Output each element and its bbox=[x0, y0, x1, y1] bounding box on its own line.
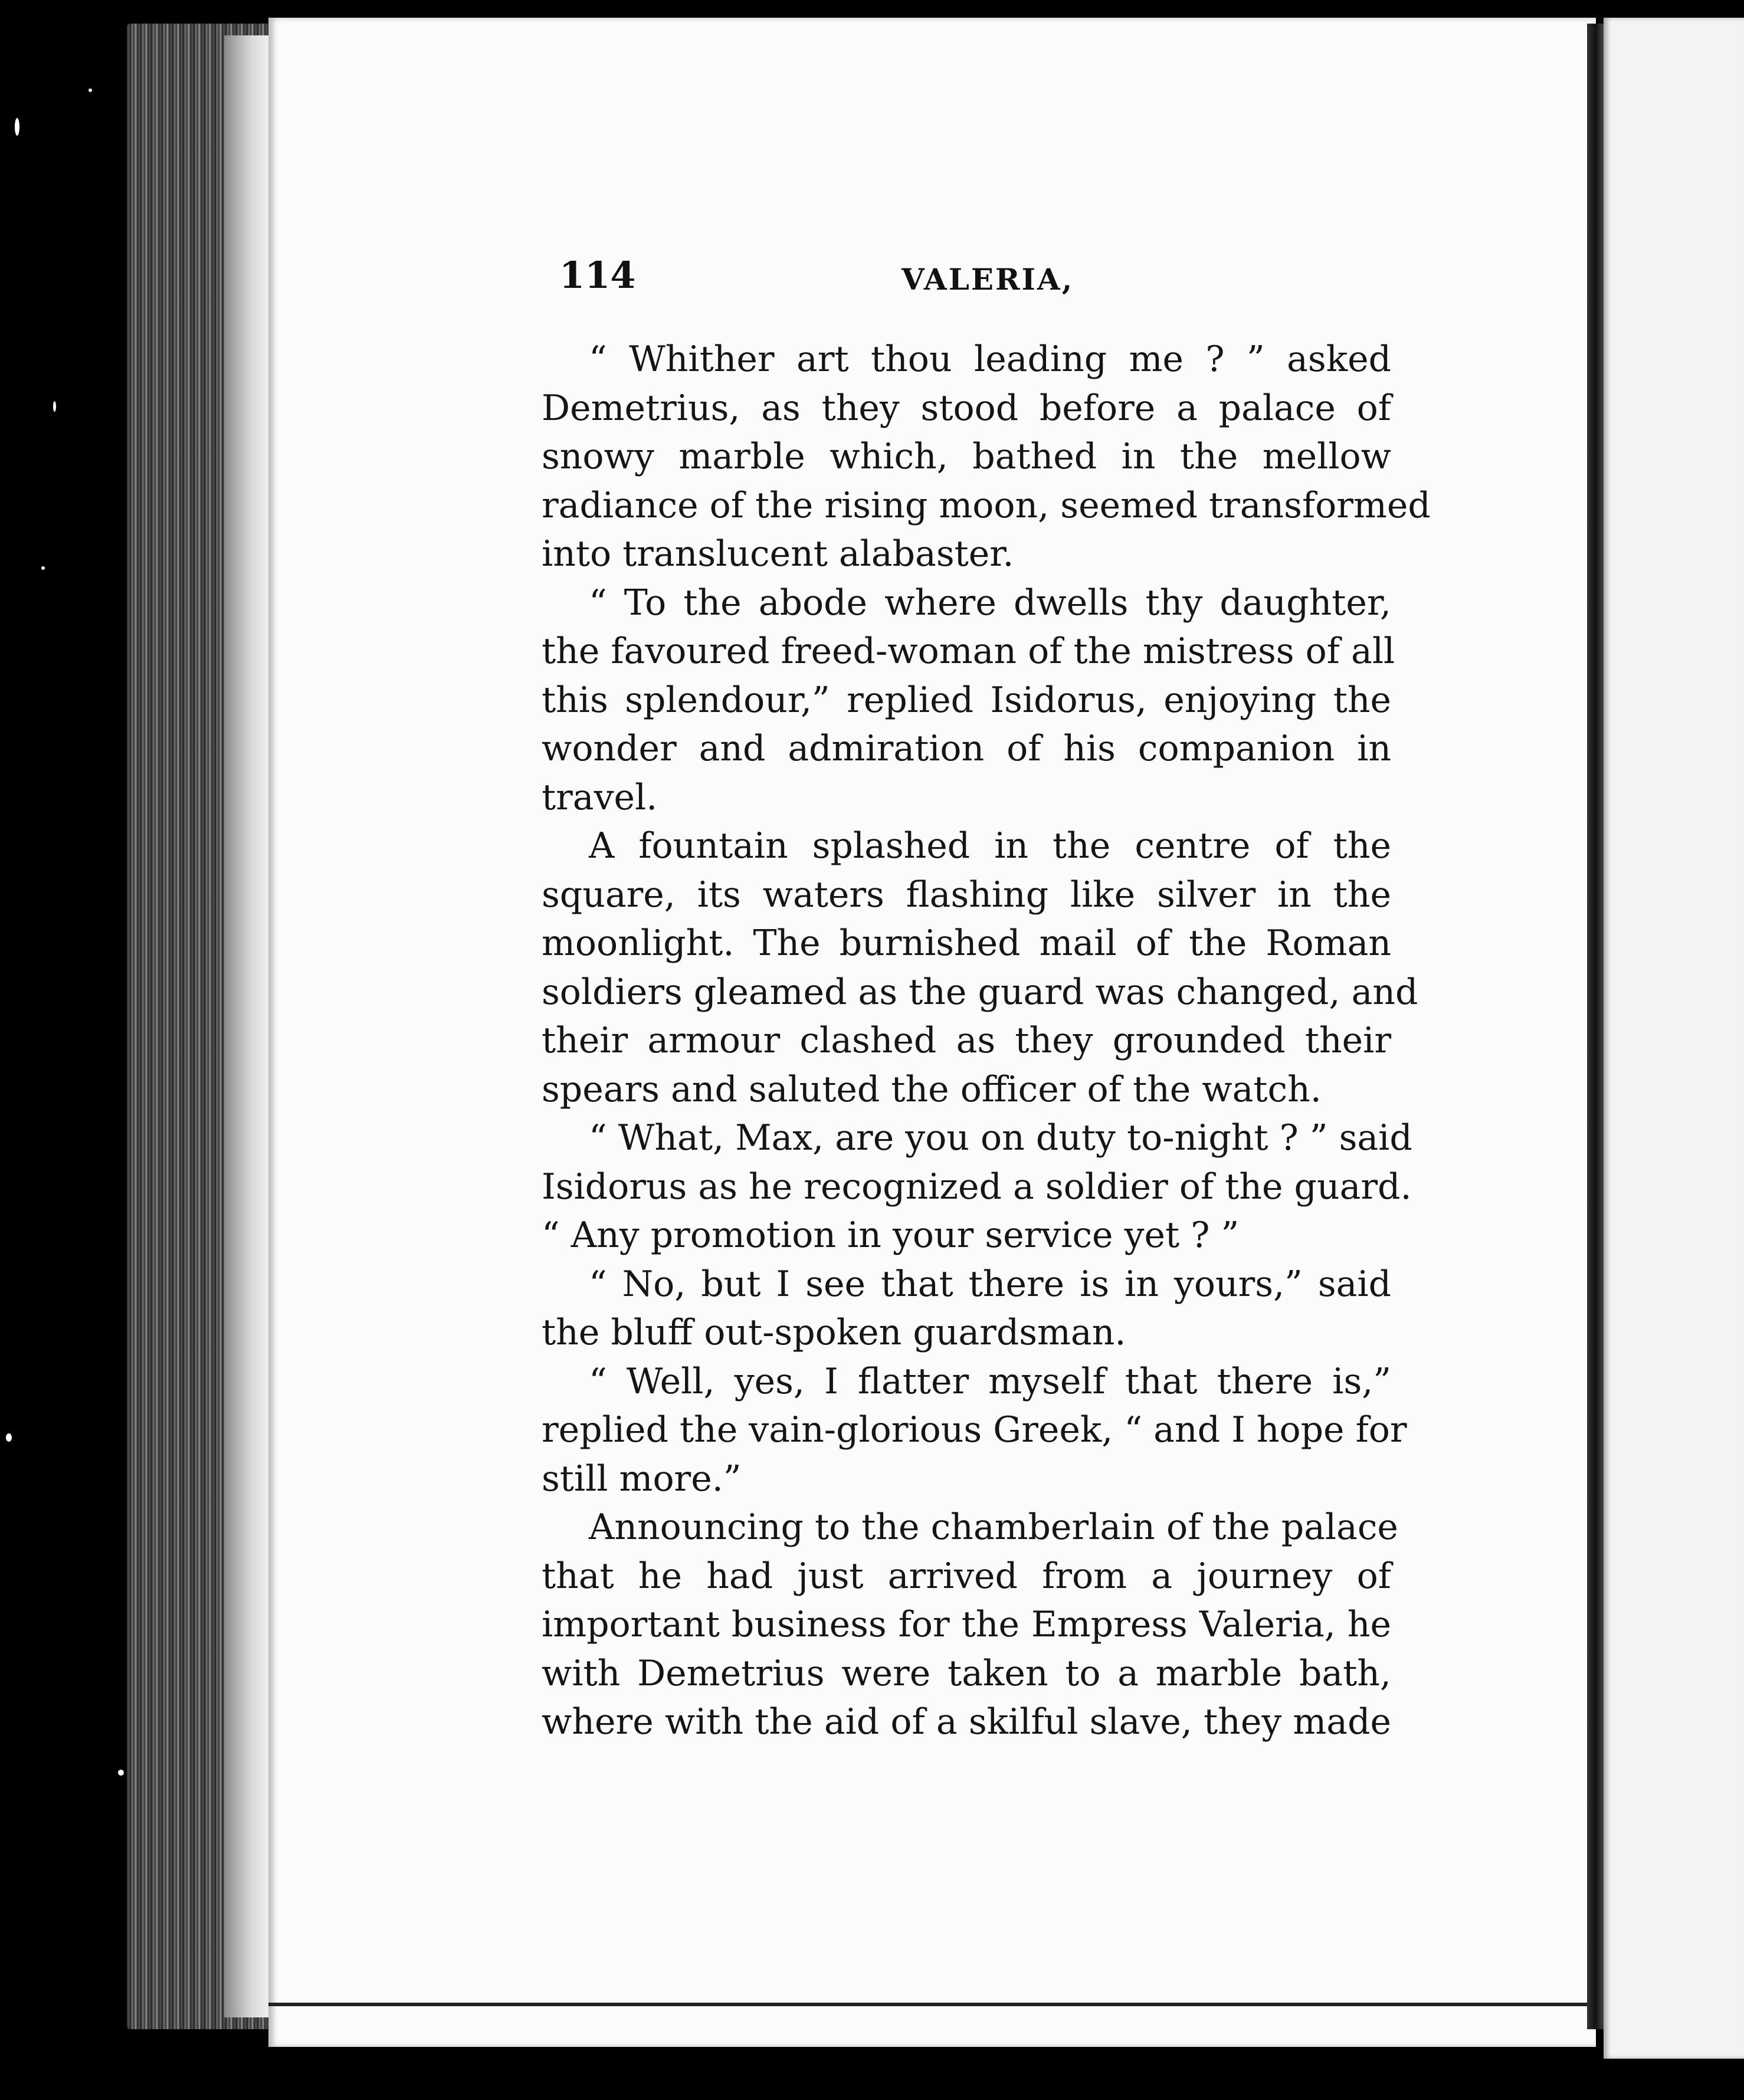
paragraph bbox=[542, 579, 1395, 822]
text-line: “ What, Max, are you on duty to-night ? ” said bbox=[589, 1117, 1412, 1159]
paragraph bbox=[542, 1260, 1391, 1357]
text-line: that he had just arrived from a journey of bbox=[542, 1555, 1391, 1597]
text-line: their armour clashed as they grounded their bbox=[542, 1020, 1391, 1061]
paragraph bbox=[542, 1503, 1398, 1747]
text-line: with Demetrius were taken to a marble bath, bbox=[542, 1652, 1391, 1694]
text-line: “ Any promotion in your service yet ? ” bbox=[542, 1215, 1240, 1256]
text-line: “ Well, yes, I flatter myself that there is,” bbox=[589, 1360, 1391, 1402]
text-line: into translucent alabaster. bbox=[542, 533, 1014, 575]
text-line: Isidorus as he recognized a soldier of the guard. bbox=[542, 1166, 1412, 1208]
text-line: soldiers gleamed as the guard was changed, and bbox=[542, 971, 1418, 1013]
paragraph bbox=[542, 1357, 1407, 1504]
text-line: snowy marble which, bathed in the mellow bbox=[542, 436, 1391, 477]
text-line: travel. bbox=[542, 776, 658, 818]
text-line: “ To the abode where dwells thy daughter, bbox=[589, 582, 1391, 624]
page-bottom-edge bbox=[268, 2003, 1596, 2006]
facing-page-edge bbox=[1604, 18, 1744, 2059]
text-line: wonder and admiration of his companion in bbox=[542, 728, 1391, 769]
text-line: replied the vain-glorious Greek, “ and I hope for bbox=[542, 1409, 1407, 1451]
paragraph bbox=[542, 335, 1431, 579]
paragraph bbox=[542, 1114, 1412, 1260]
text-line: “ Whither art thou leading me ? ” asked bbox=[589, 339, 1391, 380]
text-line: moonlight. The burnished mail of the Roman bbox=[542, 923, 1391, 964]
scan-speck bbox=[118, 1770, 124, 1776]
text-line: radiance of the rising moon, seemed transformed bbox=[542, 484, 1431, 526]
text-line: the favoured freed-woman of the mistress of all bbox=[542, 631, 1395, 672]
body-text bbox=[542, 335, 1431, 1747]
text-line: square, its waters flashing like silver in the bbox=[542, 874, 1391, 916]
text-line: “ No, but I see that there is in yours,” said bbox=[589, 1263, 1391, 1305]
running-head bbox=[559, 254, 1385, 301]
text-line: spears and saluted the officer of the watch. bbox=[542, 1068, 1322, 1110]
text-line: still more.” bbox=[542, 1458, 742, 1499]
text-line: the bluff out-spoken guardsman. bbox=[542, 1312, 1126, 1353]
text-line: Announcing to the chamberlain of the palace bbox=[589, 1507, 1398, 1548]
scan-speck bbox=[53, 401, 56, 412]
binding-gutter bbox=[1587, 24, 1604, 2029]
text-line: A fountain splashed in the centre of the bbox=[589, 825, 1391, 867]
scan-speck bbox=[41, 566, 45, 570]
page-edges-highlight bbox=[224, 35, 268, 2017]
paragraph bbox=[542, 822, 1418, 1114]
text-line: where with the aid of a skilful slave, they made bbox=[542, 1701, 1391, 1743]
scan-speck bbox=[88, 88, 92, 92]
text-line: this splendour,” replied Isidorus, enjoying the bbox=[542, 679, 1391, 721]
page-number: 114 bbox=[559, 254, 636, 297]
scan-speck bbox=[6, 1433, 12, 1442]
scan-speck bbox=[15, 118, 19, 136]
running-title: VALERIA, bbox=[901, 262, 1074, 297]
text-line: important business for the Empress Valeria, he bbox=[542, 1604, 1391, 1645]
text-line: Demetrius, as they stood before a palace of bbox=[542, 387, 1391, 429]
